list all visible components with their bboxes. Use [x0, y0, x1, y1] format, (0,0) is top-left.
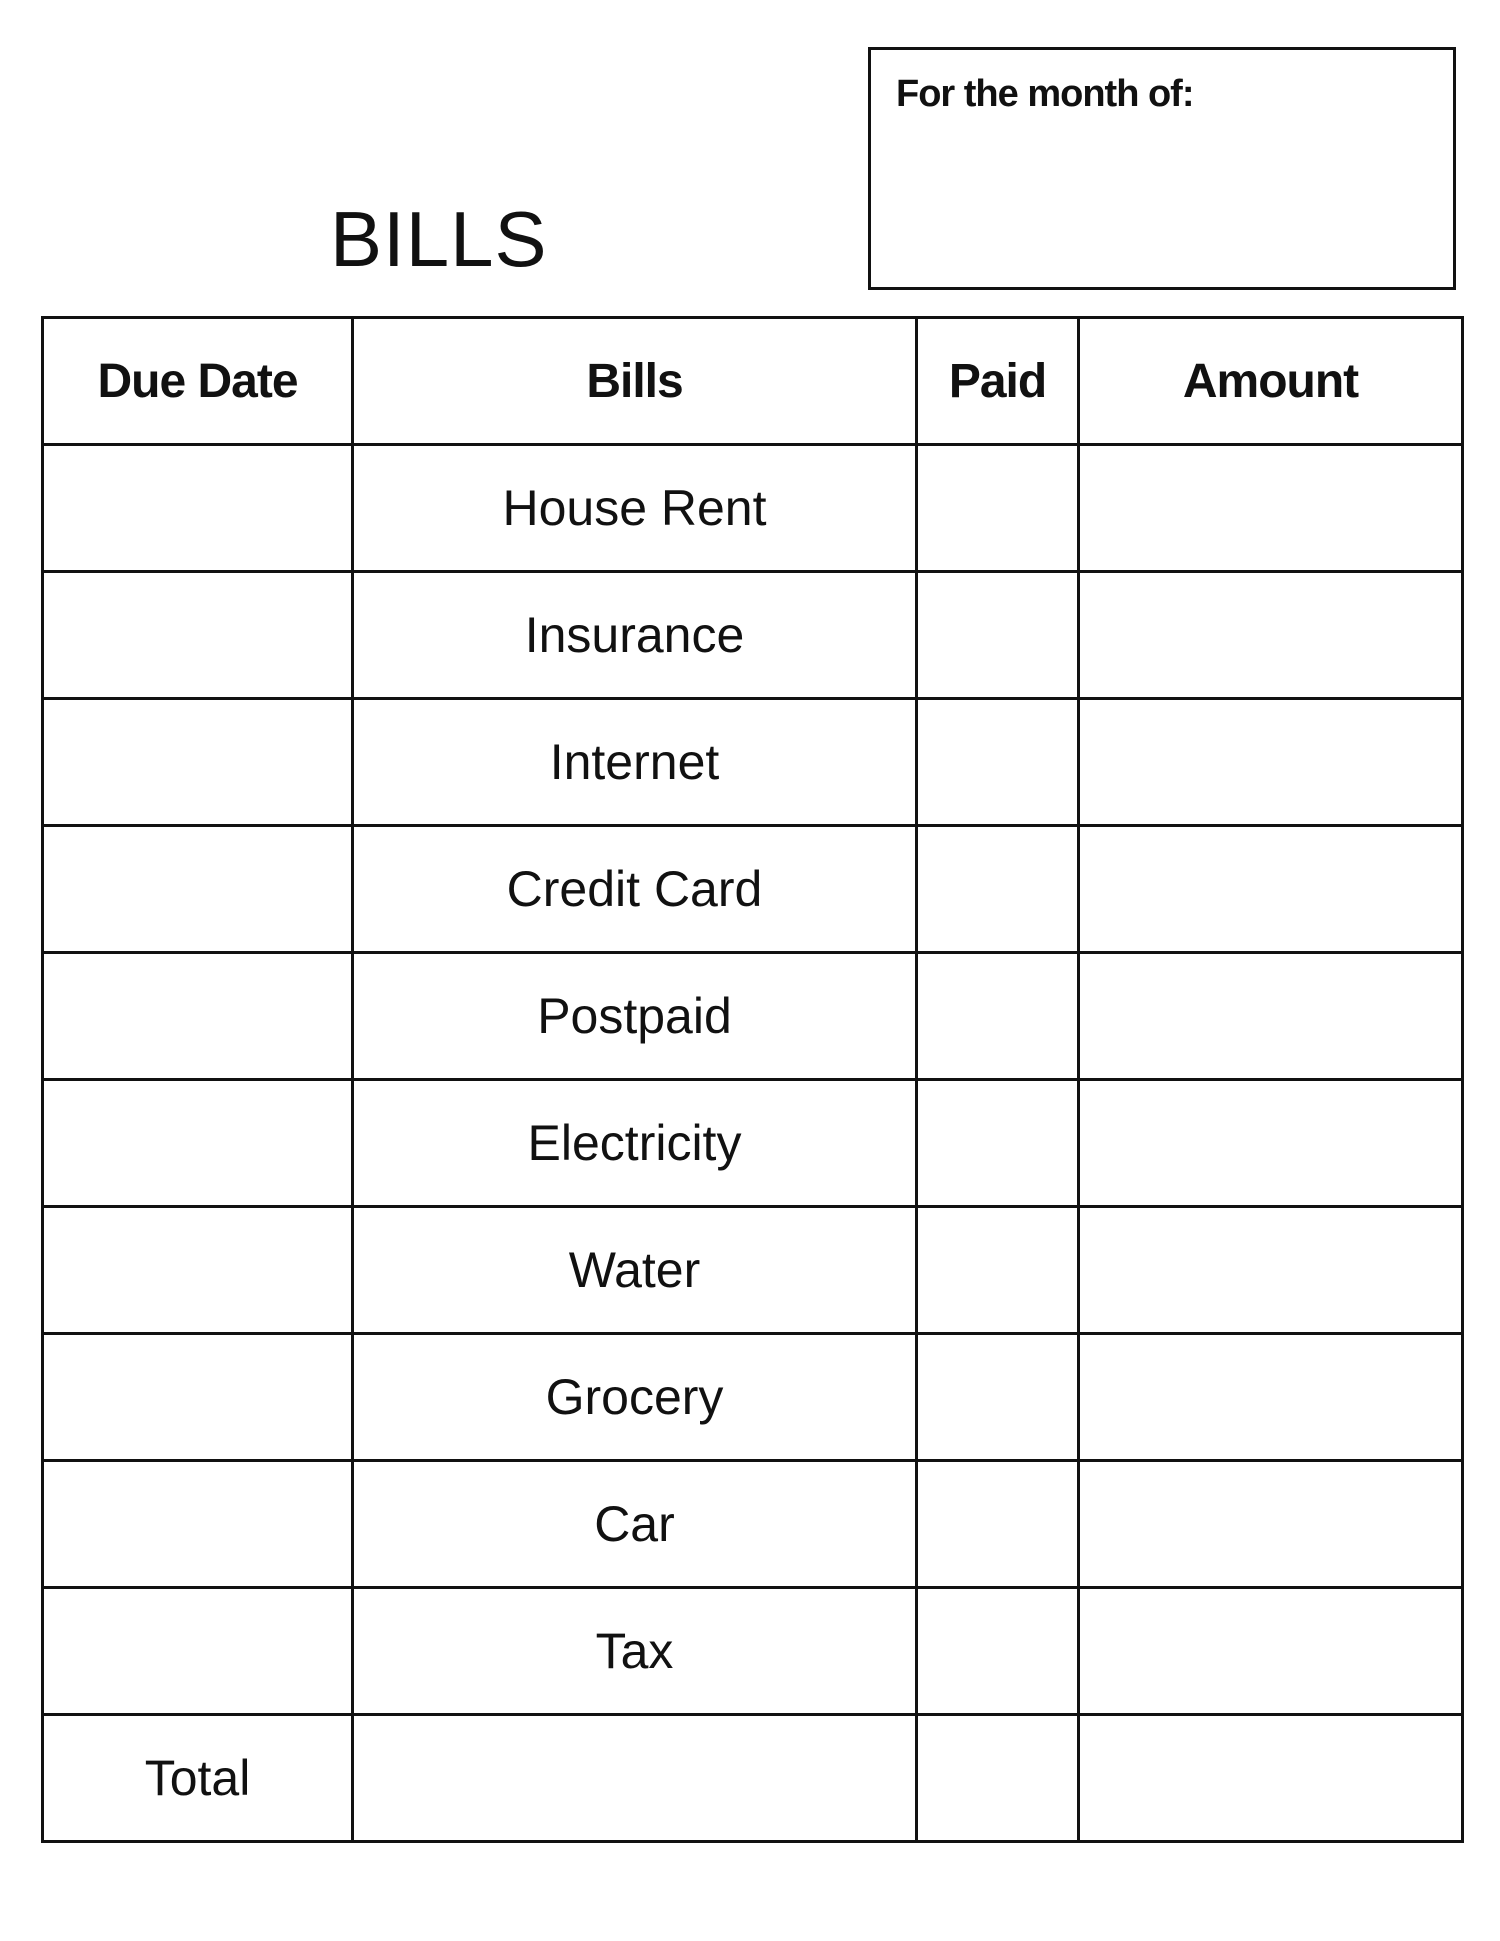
due-date-cell[interactable]: [43, 953, 353, 1080]
month-field-label: For the month of:: [896, 73, 1194, 115]
due-date-cell[interactable]: [43, 1334, 353, 1461]
table-row: [43, 953, 1463, 1080]
page-title: BILLS: [330, 195, 548, 283]
bill-name-cell: Grocery: [353, 1334, 917, 1461]
paid-cell[interactable]: [917, 1588, 1079, 1715]
amount-cell[interactable]: [1079, 1588, 1463, 1715]
paid-cell[interactable]: [917, 1207, 1079, 1334]
table-header-row: [43, 318, 1463, 445]
header-bills: Bills: [353, 318, 917, 445]
table-row: [43, 1334, 1463, 1461]
due-date-cell[interactable]: [43, 1461, 353, 1588]
total-bill-cell[interactable]: [353, 1715, 917, 1842]
amount-cell[interactable]: [1079, 572, 1463, 699]
header-due-date: Due Date: [43, 318, 353, 445]
paid-cell[interactable]: [917, 572, 1079, 699]
table-row: [43, 572, 1463, 699]
paid-cell[interactable]: [917, 699, 1079, 826]
total-label-cell: Total: [43, 1715, 353, 1842]
due-date-cell[interactable]: [43, 1207, 353, 1334]
paid-cell[interactable]: [917, 1080, 1079, 1207]
bill-name-cell: Insurance: [353, 572, 917, 699]
bill-name-cell: Tax: [353, 1588, 917, 1715]
month-field-box[interactable]: [868, 47, 1456, 290]
bill-name-cell: Credit Card: [353, 826, 917, 953]
table-row: [43, 1588, 1463, 1715]
header-paid: Paid: [917, 318, 1079, 445]
table-row: [43, 699, 1463, 826]
total-row: [43, 1715, 1463, 1842]
amount-cell[interactable]: [1079, 1080, 1463, 1207]
table-row: [43, 445, 1463, 572]
paid-cell[interactable]: [917, 953, 1079, 1080]
table-row: [43, 1207, 1463, 1334]
table-row: [43, 826, 1463, 953]
header-amount: Amount: [1079, 318, 1463, 445]
due-date-cell[interactable]: [43, 826, 353, 953]
amount-cell[interactable]: [1079, 1207, 1463, 1334]
table-row: [43, 1080, 1463, 1207]
table-row: [43, 1461, 1463, 1588]
due-date-cell[interactable]: [43, 445, 353, 572]
bill-name-cell: Water: [353, 1207, 917, 1334]
bills-table: [41, 316, 1464, 1843]
bill-name-cell: Car: [353, 1461, 917, 1588]
amount-cell[interactable]: [1079, 826, 1463, 953]
amount-cell[interactable]: [1079, 1334, 1463, 1461]
due-date-cell[interactable]: [43, 1588, 353, 1715]
amount-cell[interactable]: [1079, 445, 1463, 572]
paid-cell[interactable]: [917, 1334, 1079, 1461]
bill-name-cell: Electricity: [353, 1080, 917, 1207]
due-date-cell[interactable]: [43, 572, 353, 699]
bill-name-cell: Postpaid: [353, 953, 917, 1080]
amount-cell[interactable]: [1079, 1461, 1463, 1588]
paid-cell[interactable]: [917, 826, 1079, 953]
amount-cell[interactable]: [1079, 699, 1463, 826]
bill-name-cell: House Rent: [353, 445, 917, 572]
paid-cell[interactable]: [917, 1461, 1079, 1588]
total-paid-cell[interactable]: [917, 1715, 1079, 1842]
bill-name-cell: Internet: [353, 699, 917, 826]
paid-cell[interactable]: [917, 445, 1079, 572]
total-amount-cell[interactable]: [1079, 1715, 1463, 1842]
due-date-cell[interactable]: [43, 1080, 353, 1207]
due-date-cell[interactable]: [43, 699, 353, 826]
amount-cell[interactable]: [1079, 953, 1463, 1080]
